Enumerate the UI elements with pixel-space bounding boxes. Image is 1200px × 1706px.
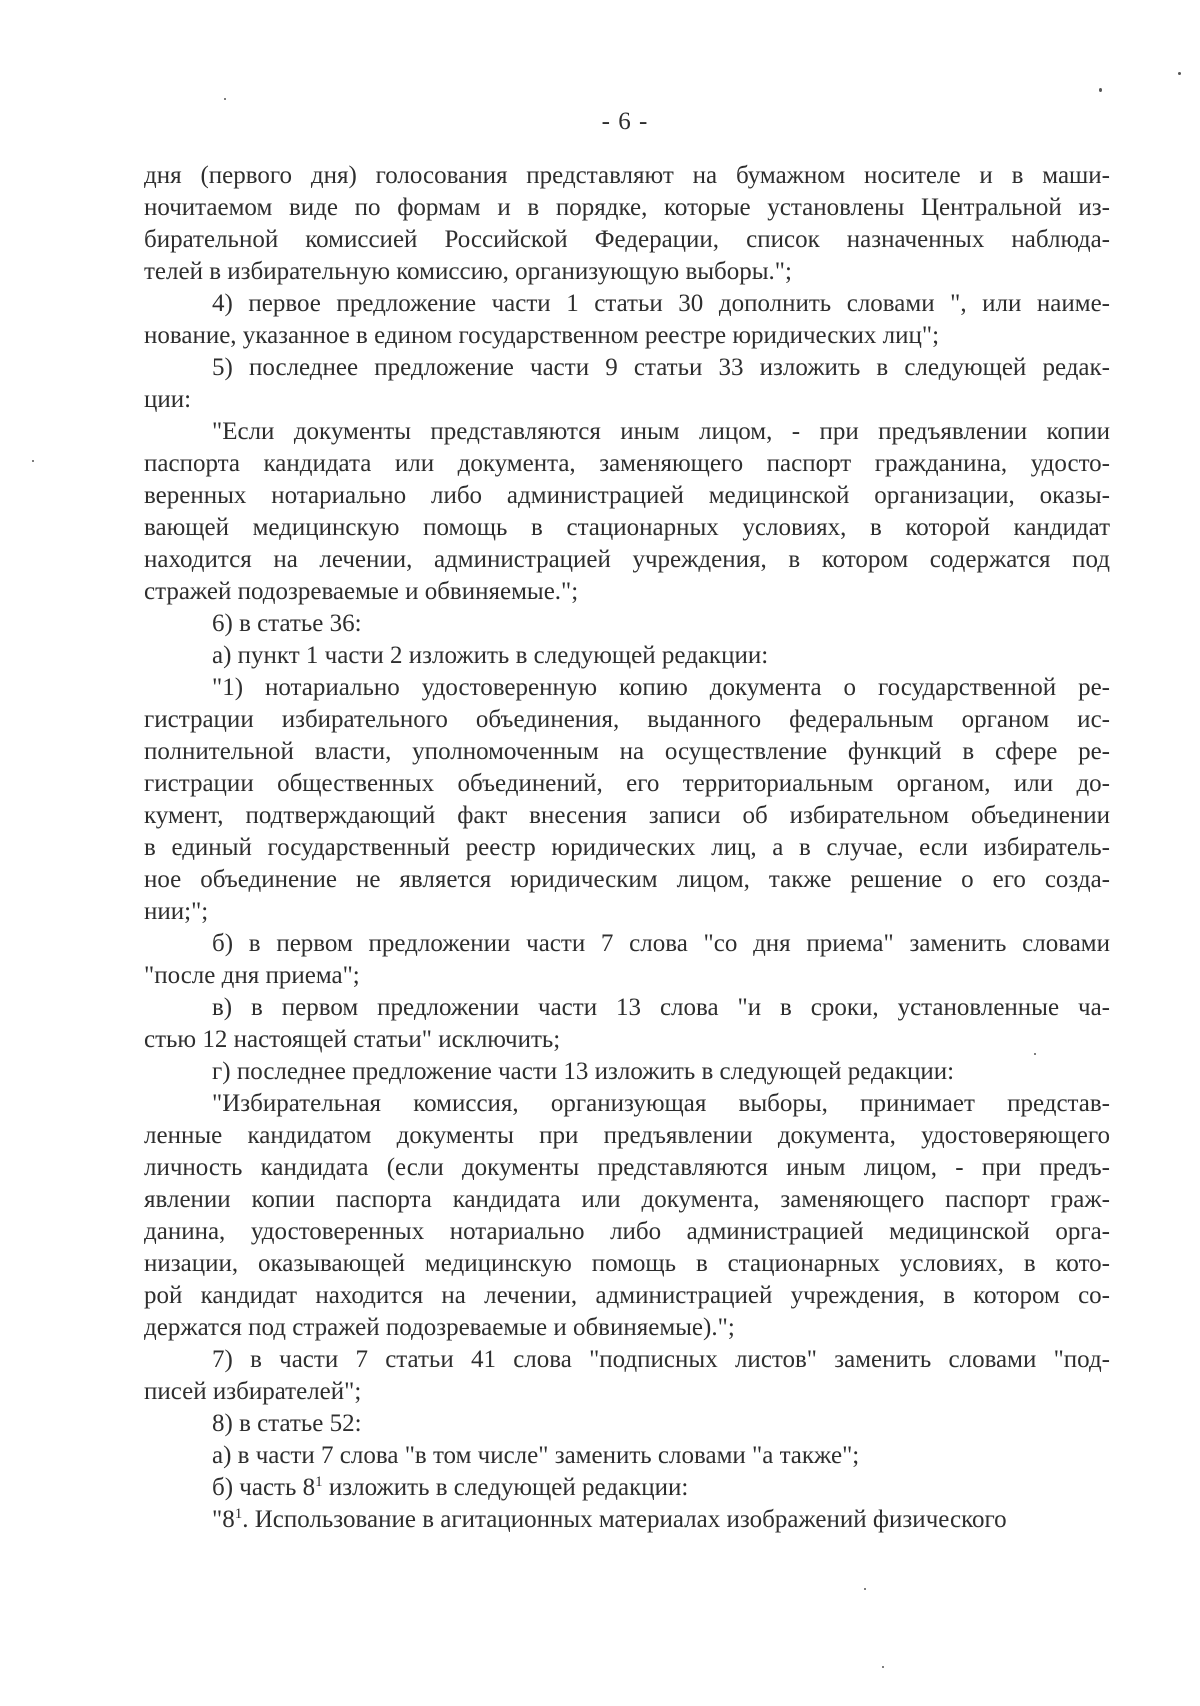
text-fragment: "8 [212, 1506, 235, 1533]
text-fragment: . Использование в агитационных материалах изображений физического [242, 1506, 1007, 1533]
scan-speck [32, 460, 34, 462]
scan-speck [1034, 1053, 1036, 1055]
text-line: телей в избирательную комиссию, организующую выборы."; [144, 258, 792, 285]
superscript-number: 1 [315, 1474, 323, 1490]
text-line: дня (первого дня) голосования представляют на бумажном носителе и в маши- [144, 162, 1110, 189]
text-line: "1) нотариально удостоверенную копию документа о государственной ре- [212, 674, 1110, 701]
text-line: вающей медицинскую помощь в стационарных условиях, в которой кандидат [144, 514, 1110, 541]
text-line: г) последнее предложение части 13 изложить в следующей редакции: [212, 1058, 955, 1085]
text-line: "Избирательная комиссия, организующая выборы, принимает представ- [212, 1090, 1110, 1117]
document-body [144, 160, 1110, 1536]
text-fragment: изложить в следующей редакции: [322, 1474, 689, 1501]
text-line: писей избирателей"; [144, 1378, 362, 1405]
text-line: гистрации общественных объединений, его территориальным органом, или до- [144, 770, 1110, 797]
scan-speck [882, 1666, 884, 1668]
text-line: веренных нотариально либо администрацией медицинской организации, оказы- [144, 482, 1110, 509]
text-line: кумент, подтверждающий факт внесения записи об избирательном объединении [144, 802, 1110, 829]
text-line: ночитаемом виде по формам и в порядке, которые установлены Центральной из- [144, 194, 1110, 221]
text-fragment: б) часть 8 [212, 1474, 316, 1501]
text-line: б) в первом предложении части 7 слова "со дня приема" заменить словами [212, 930, 1110, 957]
text-line: данина, удостоверенных нотариально либо администрацией медицинской орга- [144, 1218, 1110, 1245]
text-line: 6) в статье 36: [212, 610, 362, 637]
text-line: держатся под стражей подозреваемые и обвиняемые)."; [144, 1314, 735, 1341]
scan-speck [1178, 72, 1181, 75]
text-line: 8) в статье 52: [212, 1410, 362, 1437]
text-line: бирательной комиссией Российской Федерации, список назначенных наблюда- [144, 226, 1110, 253]
text-line: личность кандидата (если документы представляются иным лицом, - при предъ- [144, 1154, 1110, 1181]
text-line: нии;"; [144, 898, 209, 925]
text-line: нование, указанное в едином государственном реестре юридических лиц"; [144, 322, 940, 349]
page-number: - 6 - [601, 108, 649, 135]
text-line: стью 12 настоящей статьи" исключить; [144, 1026, 561, 1053]
text-line: 5) последнее предложение части 9 статьи 33 изложить в следующей редак- [212, 354, 1110, 381]
text-line: гистрации избирательного объединения, выданного федеральным органом ис- [144, 706, 1110, 733]
text-line: паспорта кандидата или документа, заменяющего паспорт гражданина, удосто- [144, 450, 1110, 477]
scan-speck [224, 98, 226, 100]
text-line: "после дня приема"; [144, 962, 360, 989]
text-line-with-superscript [144, 1472, 1110, 1504]
text-line: ленные кандидатом документы при предъявлении документа, удостоверяющего [144, 1122, 1110, 1149]
superscript-number: 1 [234, 1506, 243, 1522]
text-line: а) в части 7 слова "в том числе" заменить словами "а также"; [212, 1442, 860, 1469]
text-line: находится на лечении, администрацией учреждения, в котором содержатся под [144, 546, 1110, 573]
text-line: полнительной власти, уполномоченным на осуществление функций в сфере ре- [144, 738, 1110, 765]
text-line: 4) первое предложение части 1 статьи 30 дополнить словами ", или наиме- [212, 290, 1110, 317]
text-line: ции: [144, 386, 192, 413]
scan-speck [864, 1588, 866, 1590]
text-line: рой кандидат находится на лечении, администрацией учреждения, в котором со- [144, 1282, 1110, 1309]
text-line: низации, оказывающей медицинскую помощь в стационарных условиях, в кото- [144, 1250, 1110, 1277]
text-line: "Если документы представляются иным лицом, - при предъявлении копии [212, 418, 1110, 445]
text-line: 7) в части 7 статьи 41 слова "подписных листов" заменить словами "под- [212, 1346, 1110, 1373]
text-line-with-superscript [144, 1504, 1110, 1536]
scan-speck [1099, 88, 1102, 92]
text-line: стражей подозреваемые и обвиняемые."; [144, 578, 579, 605]
text-line: в единый государственный реестр юридических лиц, а в случае, если избиратель- [144, 834, 1110, 861]
text-line: ное объединение не является юридическим лицом, также решение о его созда- [144, 866, 1110, 893]
text-line: явлении копии паспорта кандидата или документа, заменяющего паспорт граж- [144, 1186, 1110, 1213]
text-line: а) пункт 1 части 2 изложить в следующей редакции: [212, 642, 769, 669]
text-line: в) в первом предложении части 13 слова "и в сроки, установленные ча- [212, 994, 1110, 1021]
